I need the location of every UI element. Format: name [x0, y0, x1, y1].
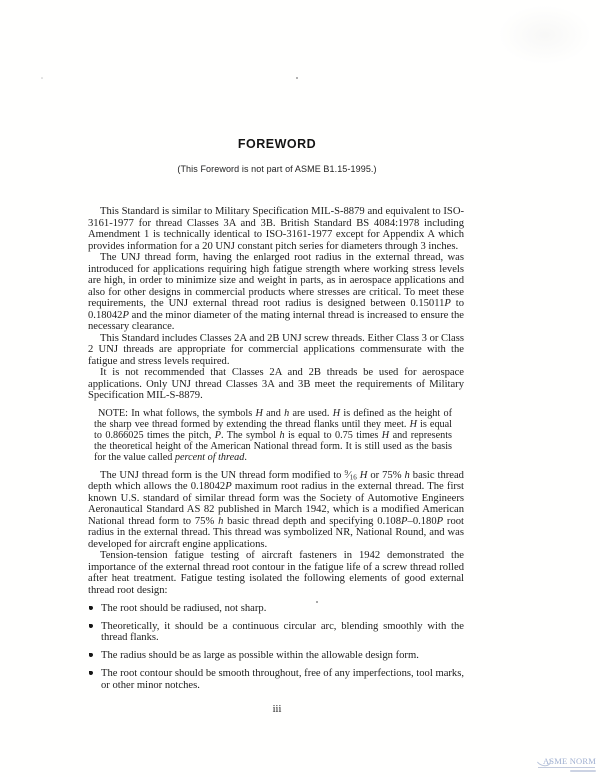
bullet-text: The root should be radiused, not sharp.	[101, 602, 267, 614]
paragraph-3: This Standard includes Classes 2A and 2B UNJ screw threads. Either Class 3 or Class 2 UNJ threads are appropriate for commercial applications commensurate with the fatigue and stress levels required.	[88, 332, 464, 367]
bullet-text: The radius should be as large as possible within the allowable design form.	[101, 650, 419, 662]
page-number: iii	[272, 704, 282, 715]
scan-speck	[316, 601, 318, 603]
paragraph-2: The UNJ thread form, having the enlarged root radius in the external thread, was introduced for applications requiring high fatigue strength where working stress levels are high, in order to minimize size and weight in parts, as in aerospace applications and also for other designs in commercial products where stresses are critical. To meet these requirements, the UNJ external thread root radius is designed between 0.15011P to 0.18042P and the minor diameter of the mating internal thread is increased to ensure the necessary clearance.	[88, 252, 464, 332]
bullet-item	[88, 650, 464, 662]
bullet-text: The root contour should be smooth throughout, free of any imperfections, tool marks, or other minor notches.	[101, 668, 464, 691]
bullet-item	[88, 668, 464, 691]
scan-speck	[296, 77, 298, 79]
watermark-subtext	[570, 770, 596, 773]
body-text-column	[88, 206, 464, 691]
paragraph-5: The UNJ thread form is the UN thread form modified to $^9⁄_{16}$ H or 75% h basic thread depth which allows the 0.18042P maximum root radius in the external thread. The first known U.S. standard of similar thread form was the Society of Automotive Engineers Aeronautical Standard AS 82 published in March 1942, which is a modified American National thread form to 75% h basic thread depth and specifying 0.108P–0.180P root radius in the external thread. This thread was symbolized NR, National Round, and was developed for aircraft engine applications.	[88, 468, 464, 550]
page-subtitle: (This Foreword is not part of ASME B1.15-1995.)	[177, 164, 377, 174]
note-block: NOTE: In what follows, the symbols H and h are used. H is defined as the height of the sharp vee thread formed by extending the thread flanks until they meet. H is equal to 0.866025 times the pitch, P. The symbol h is equal to 0.75 times H and represents the theoretical height of the American National thread form. It is still used as the basis for the value called percent of thread.	[94, 407, 453, 464]
bullet-icon	[89, 653, 93, 657]
watermark-rule	[538, 767, 595, 768]
bullet-list	[88, 603, 464, 692]
scan-speck	[41, 77, 43, 79]
bullet-icon	[89, 624, 93, 628]
scan-noise	[490, 0, 600, 70]
watermark-text: ASME NORM	[538, 756, 596, 766]
bullet-text: Theoretically, it should be a continuous circular arc, blending smoothly with the thread flanks.	[101, 620, 464, 644]
bullet-item	[88, 603, 464, 615]
bullet-icon	[89, 671, 93, 675]
bullet-item	[88, 621, 464, 644]
paragraph-6: Tension-tension fatigue testing of aircraft fasteners in 1942 demonstrated the importance of the external thread root contour in the fatigue life of a screw thread rolled after heat treatment. Fatigue testing isolated the following elements of good external thread root design:	[88, 550, 464, 596]
page-title: FOREWORD	[237, 137, 317, 151]
bullet-icon	[89, 606, 93, 610]
paragraph-4: It is not recommended that Classes 2A and 2B threads be used for aerospace applications. Only UNJ thread Classes 3A and 3B meet the requirements of Military Specification MIL-S-8879.	[88, 367, 464, 401]
asme-norm-watermark	[538, 756, 596, 772]
paragraph-1: This Standard is similar to Military Specification MIL-S-8879 and equivalent to ISO-3161-1977 for thread Classes 3A and 3B. British Standard BS 4084:1978 including Amendment 1 is technically identical to ISO-3161-1977 except for Appendix A which provides information for a 20 UNJ constant pitch series for diameters through 3 inches.	[88, 206, 464, 252]
